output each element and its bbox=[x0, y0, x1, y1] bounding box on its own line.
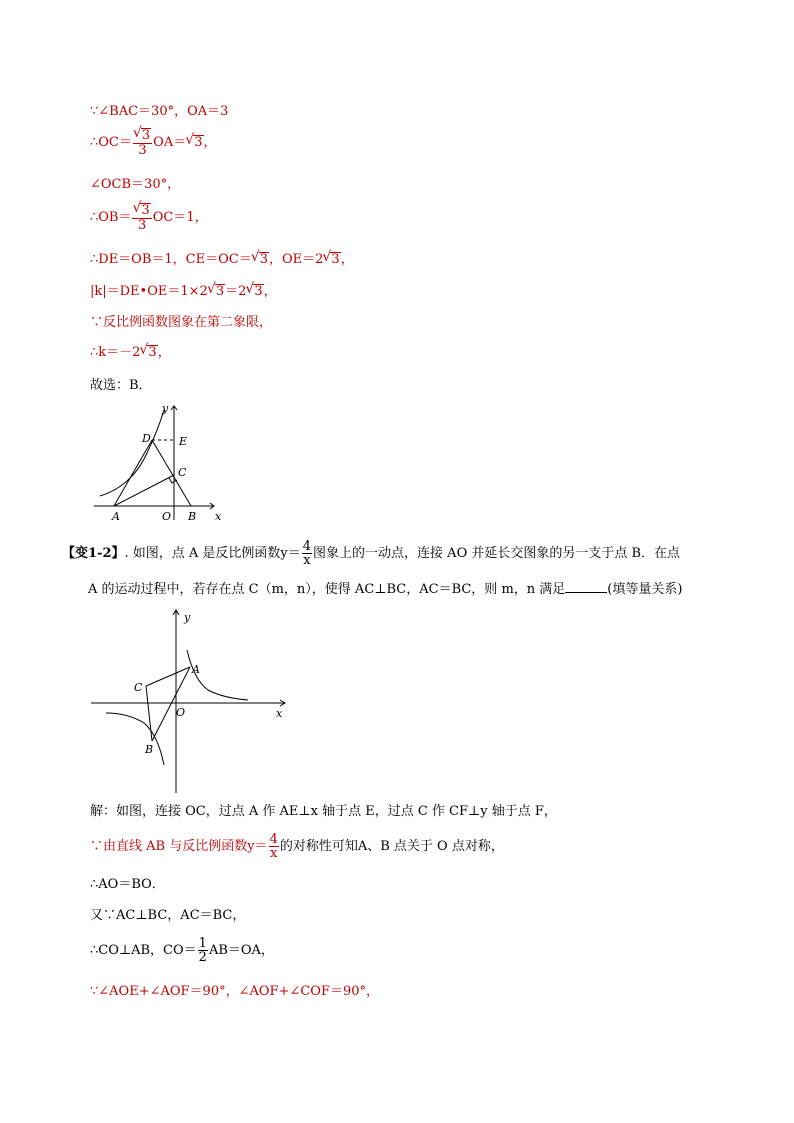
fraction bbox=[132, 203, 151, 232]
text: A 的运动过程中，若存在点 C（m，n），使得 AC⊥BC，AC＝BC，则 m，n 满足 bbox=[88, 582, 566, 597]
fraction bbox=[133, 128, 152, 157]
text: ∴k＝－2 bbox=[90, 345, 141, 360]
text: 图象上的一动点，连接 AO 并延长交图象的另一支于点 B．在点 bbox=[313, 546, 681, 561]
line-ob bbox=[90, 203, 208, 232]
sqrt: √ 3 bbox=[140, 203, 150, 218]
line-oc bbox=[90, 128, 217, 157]
label-b: B bbox=[145, 743, 154, 756]
text: AB＝OA， bbox=[208, 943, 274, 958]
text: ∴DE＝OB＝1，CE＝OC＝ bbox=[90, 252, 252, 267]
solution-line-3: ∴AO＝BO． bbox=[90, 877, 165, 892]
line-answer: 故选：B． bbox=[90, 378, 152, 393]
solution-line-2 bbox=[90, 833, 504, 860]
solution-line-1: 解：如图，连接 OC，过点 A 作 AE⊥x 轴于点 E，过点 C 作 CF⊥y 轴于点 F， bbox=[90, 804, 557, 819]
hyperbola bbox=[100, 410, 164, 496]
text: ∴CO⊥AB，CO＝ bbox=[90, 943, 197, 958]
segment-ab bbox=[152, 667, 190, 741]
solution-line-6: ∵∠AOE+∠AOF＝90°，∠AOF+∠COF＝90°， bbox=[90, 984, 380, 999]
label-d: D bbox=[142, 432, 151, 445]
numerator: 1 bbox=[198, 936, 207, 951]
sqrt: √ 3 bbox=[147, 345, 157, 360]
hyperbola-branch-2 bbox=[106, 713, 164, 765]
text: OA＝ bbox=[153, 135, 187, 150]
text: (填等量关系) bbox=[607, 582, 683, 597]
text: ＝2 bbox=[225, 284, 247, 299]
segment-cb bbox=[146, 686, 152, 741]
label-b: B bbox=[188, 510, 197, 523]
label-y: y bbox=[162, 402, 169, 415]
label-y: y bbox=[184, 611, 191, 624]
solution-line-5 bbox=[90, 937, 274, 964]
line-quadrant: ∵反比例函数图象在第二象限， bbox=[90, 315, 273, 330]
denominator: 3 bbox=[137, 218, 147, 233]
label-c: C bbox=[134, 681, 143, 694]
text: ， bbox=[263, 284, 277, 299]
problem-line-2 bbox=[88, 580, 682, 599]
text: . 如图，点 A 是反比例函数y＝ bbox=[124, 546, 301, 561]
figure-1-diagram bbox=[92, 398, 227, 525]
text: |k|＝DE•OE＝1×2 bbox=[90, 284, 208, 299]
text: ， bbox=[157, 345, 171, 360]
fraction bbox=[302, 540, 312, 567]
problem-tag: 【变1-2】 bbox=[62, 546, 125, 561]
label-o: O bbox=[176, 706, 186, 719]
label-x: x bbox=[215, 510, 222, 523]
numerator: 4 bbox=[302, 539, 312, 554]
denominator: x bbox=[270, 846, 278, 861]
line-de-ce-oe bbox=[90, 251, 354, 269]
sqrt: √ 3 bbox=[259, 252, 269, 267]
text: ∵由直线 AB 与反比例函数y＝ bbox=[90, 839, 268, 854]
line-given: ∵∠BAC＝30°，OA＝3 bbox=[90, 104, 229, 119]
numerator: 4 bbox=[269, 832, 278, 847]
answer-blank[interactable] bbox=[565, 580, 607, 593]
sqrt: √ 3 bbox=[330, 252, 340, 267]
label-x: x bbox=[276, 707, 283, 720]
denominator: 3 bbox=[138, 143, 147, 158]
right-angle-mark bbox=[169, 478, 177, 483]
denominator: x bbox=[303, 553, 311, 568]
solution-line-4: 又∵AC⊥BC，AC＝BC， bbox=[90, 908, 246, 923]
sqrt: √ 3 bbox=[193, 135, 203, 150]
problem-line-1 bbox=[62, 540, 680, 567]
sqrt: √ 3 bbox=[215, 284, 225, 299]
segment-ca bbox=[146, 667, 190, 686]
text: 的对称性可知A、B 点关于 O 点对称， bbox=[279, 839, 504, 854]
line-abs-k bbox=[90, 283, 277, 301]
label-o: O bbox=[162, 510, 172, 523]
label-a: A bbox=[112, 510, 120, 523]
text: ∴OB＝ bbox=[90, 210, 132, 225]
line-angle-ocb: ∠OCB＝30°， bbox=[90, 177, 181, 192]
sqrt: √ 3 bbox=[253, 284, 263, 299]
label-a: A bbox=[192, 663, 200, 676]
fraction bbox=[198, 937, 208, 964]
label-e: E bbox=[179, 435, 188, 448]
text: ， bbox=[340, 252, 354, 267]
text: ∴OC＝ bbox=[90, 135, 132, 150]
text: ，OE＝2 bbox=[269, 252, 324, 267]
line-k-value bbox=[90, 344, 171, 362]
fraction bbox=[269, 833, 279, 860]
figure-2-diagram bbox=[88, 605, 293, 795]
sqrt: √ 3 bbox=[141, 128, 151, 143]
text: ， bbox=[203, 135, 217, 150]
text: OC＝1， bbox=[152, 210, 208, 225]
label-c: C bbox=[178, 466, 187, 479]
denominator: 2 bbox=[198, 950, 207, 965]
